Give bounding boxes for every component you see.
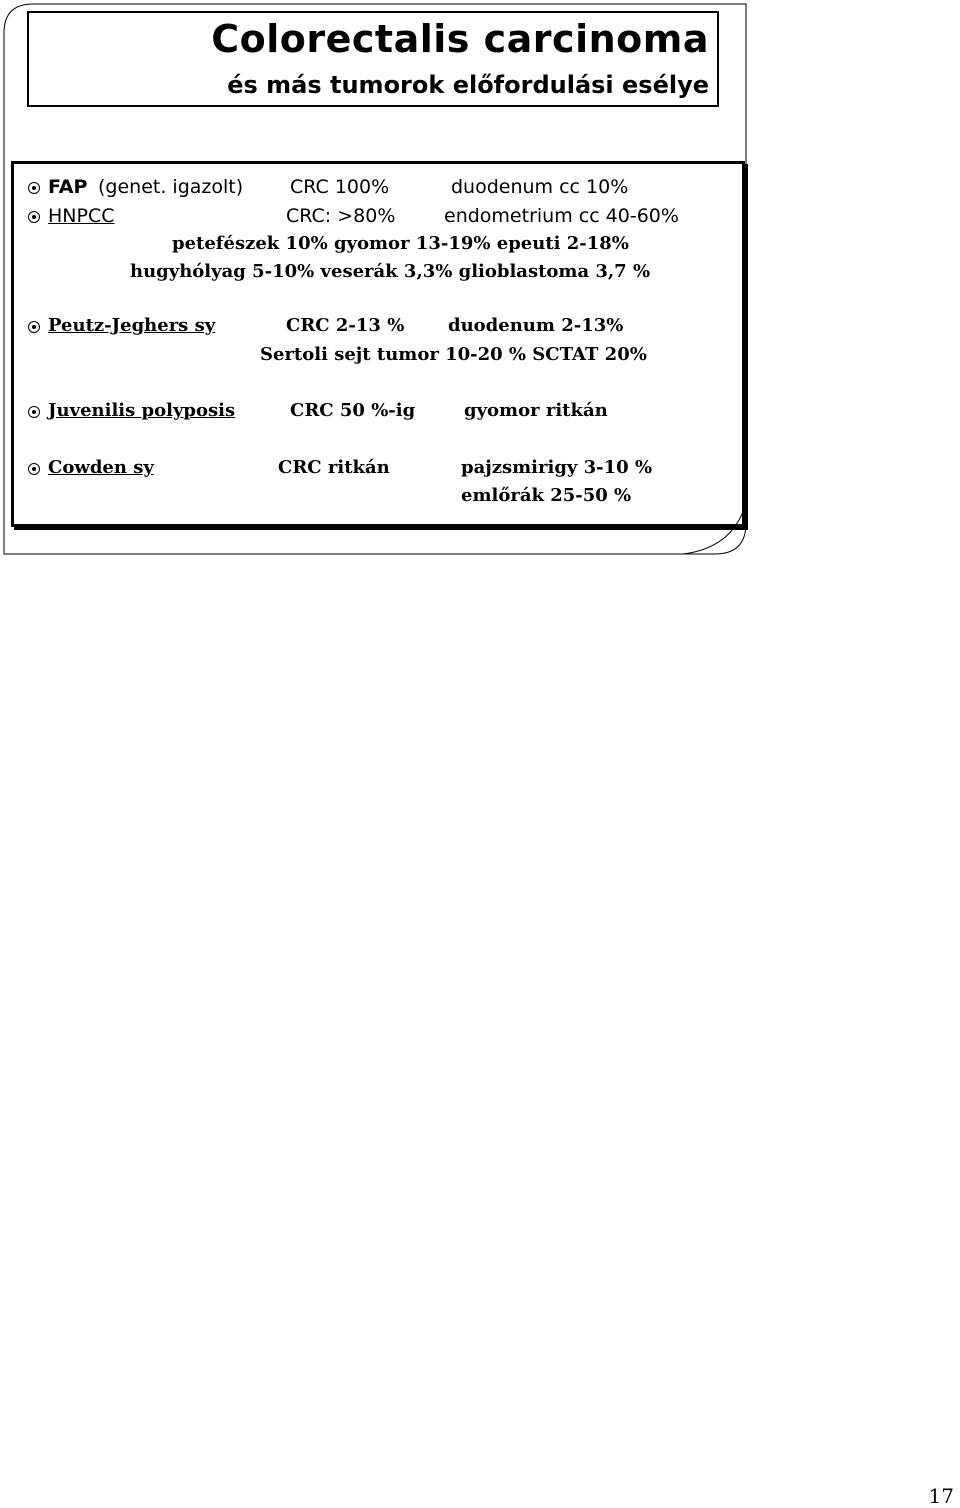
cowden-other: pajzsmirigy 3-10 % (461, 457, 653, 478)
juvenilis-other: gyomor ritkán (464, 400, 608, 421)
page-number: 17 (928, 1484, 954, 1508)
hnpcc-crc: CRC: >80% (286, 205, 396, 227)
hnpcc-line2: petefészek 10% gyomor 13-19% epeuti 2-18% (172, 233, 629, 254)
slide-title: Colorectalis carcinoma (211, 17, 709, 61)
bullet-icon (28, 406, 40, 418)
content-box (11, 161, 745, 527)
cowden-crc: CRC ritkán (278, 457, 390, 478)
hnpcc-line3: hugyhólyag 5-10% veserák 3,3% glioblastoma 3,7 % (130, 261, 651, 282)
bullet-icon (28, 321, 40, 333)
slide (3, 3, 747, 555)
peutz-line2: Sertoli sejt tumor 10-20 % SCTAT 20% (260, 344, 647, 365)
bullet-icon (28, 182, 40, 194)
fap-name: FAP (48, 176, 88, 198)
juvenilis-name: Juvenilis polyposis (48, 400, 236, 421)
title-box (27, 11, 719, 107)
cowden-line2: emlőrák 25-50 % (461, 485, 632, 506)
peutz-crc: CRC 2-13 % (286, 315, 405, 336)
peutz-other: duodenum 2-13% (448, 315, 624, 336)
cowden-name: Cowden sy (48, 457, 154, 478)
hnpcc-name: HNPCC (48, 205, 115, 227)
juvenilis-crc: CRC 50 %-ig (290, 400, 416, 421)
fap-crc: CRC 100% (290, 176, 390, 198)
hnpcc-other: endometrium cc 40-60% (444, 205, 679, 227)
fap-underline-spacer (48, 175, 87, 199)
bullet-icon (28, 211, 40, 223)
peutz-name: Peutz-Jeghers sy (48, 315, 216, 336)
fap-note: (genet. igazolt) (98, 176, 244, 198)
slide-subtitle: és más tumorok előfordulási esélye (227, 71, 709, 99)
fap-other: duodenum cc 10% (451, 176, 629, 198)
bullet-icon (28, 463, 40, 475)
